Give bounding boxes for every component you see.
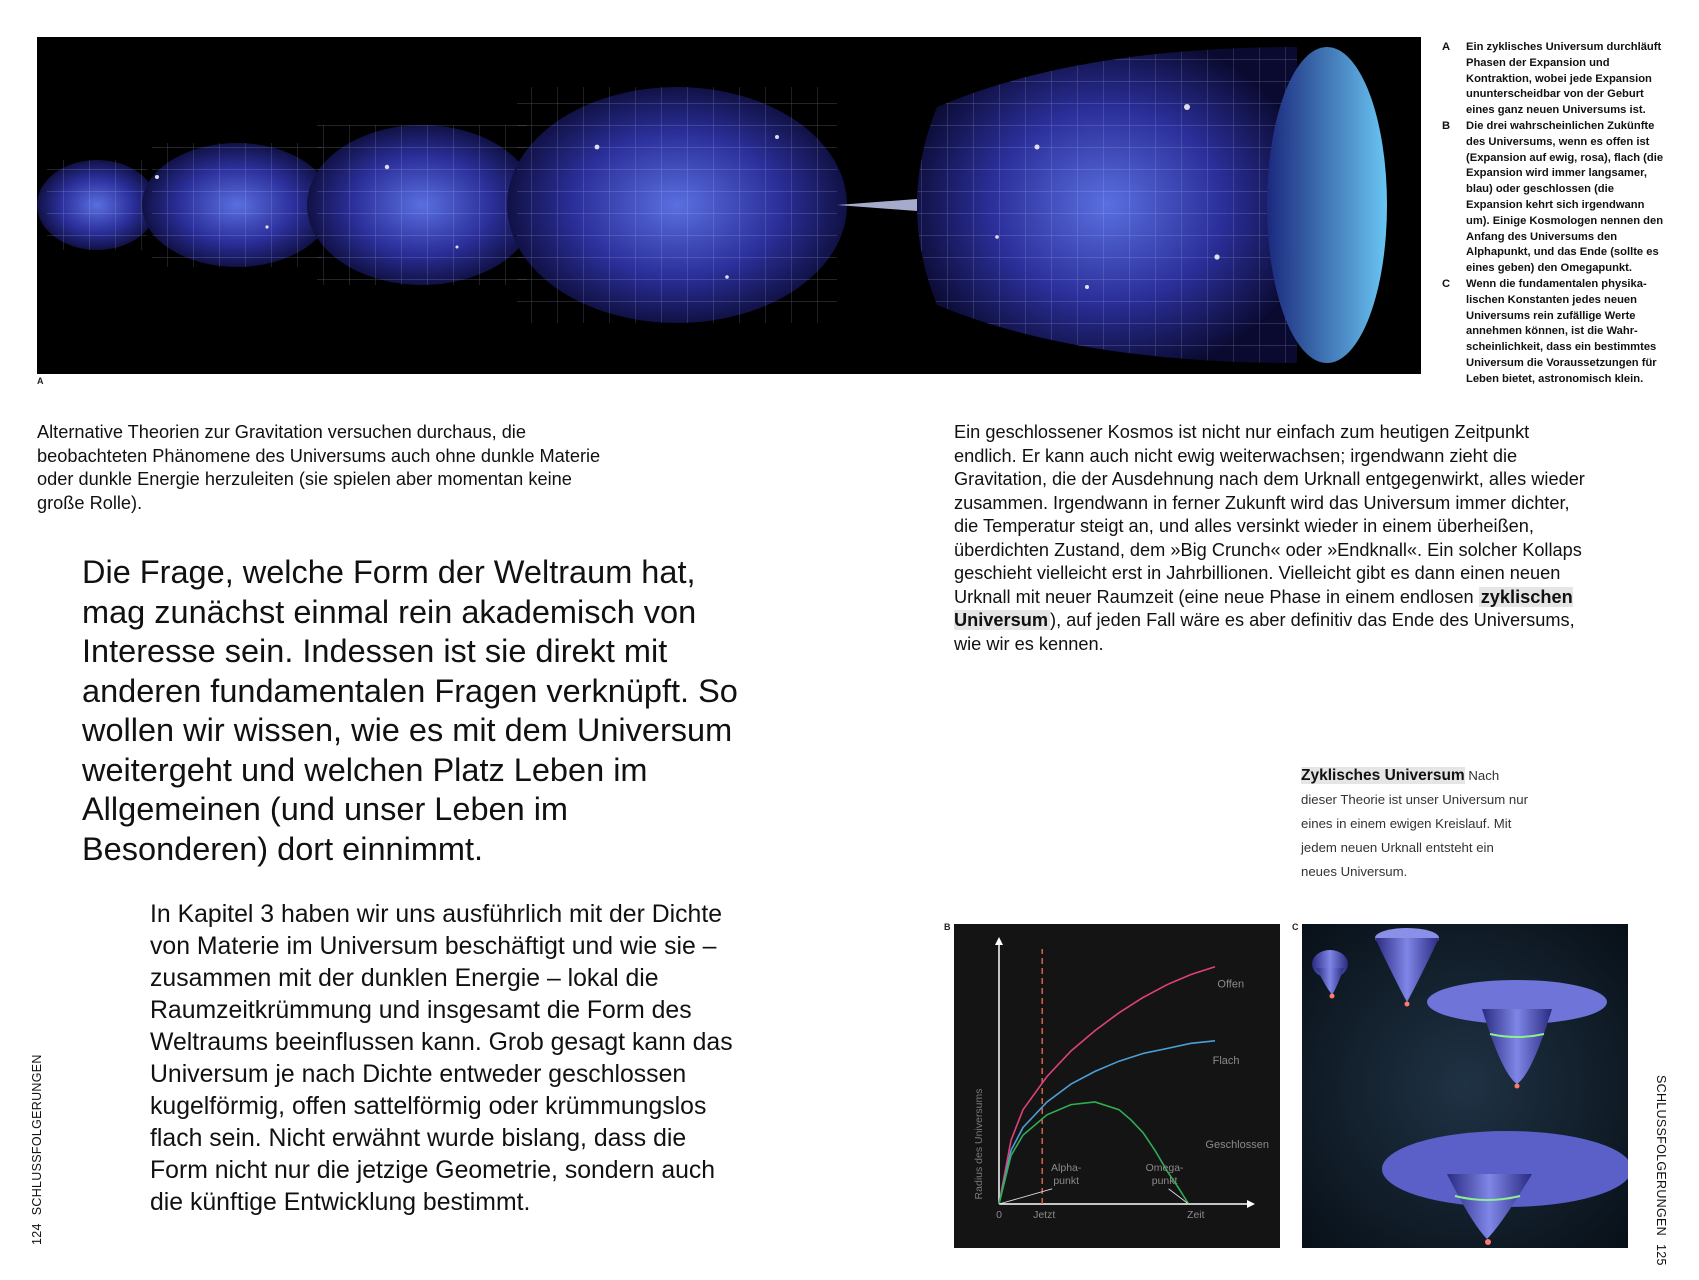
chapter-title-left: SCHLUSSFOLGERUNGEN bbox=[30, 1054, 44, 1216]
series-label-offen: Offen bbox=[1217, 978, 1245, 991]
x-tick-label: Jetzt bbox=[1033, 1209, 1056, 1221]
sidenote-term: Zyklisches Universum bbox=[1301, 767, 1465, 784]
figure-b-chart bbox=[954, 924, 1280, 1248]
glossary-sidenote bbox=[1301, 764, 1529, 884]
right-paragraph-after: ), auf jeden Fall wäre es aber definitiv das Ende des Universums, wie wir es kennen. bbox=[954, 610, 1575, 654]
caption-letter: C bbox=[1442, 277, 1451, 290]
expansion-chart bbox=[954, 924, 1280, 1248]
figure-c-multiverse bbox=[1302, 924, 1628, 1248]
caption-text: Wenn die fundamentalen physikalischen Konstanten jedes neuen Universums rein zufällige Werte annehmen können, ist die Wahrscheinlichkeit, dass ein bestimmtes Universum die Voraussetzungen für Leben bietet, astronomisch klein. bbox=[1466, 277, 1657, 385]
annotation-label: Omega- bbox=[1145, 1161, 1184, 1174]
x-axis-arrow bbox=[1247, 1200, 1255, 1208]
chapter-title-right: SCHLUSSFOLGERUNGEN bbox=[1654, 1075, 1668, 1236]
series-label-geschlossen: Geschlossen bbox=[1205, 1138, 1269, 1151]
figure-a-label: A bbox=[37, 376, 44, 386]
y-axis-label: Radius des Universums bbox=[973, 1088, 985, 1200]
figure-c-label: C bbox=[1292, 922, 1299, 932]
figure-captions bbox=[1442, 40, 1664, 388]
cyclic-universe-illustration bbox=[37, 37, 1421, 374]
caption-c bbox=[1442, 277, 1664, 388]
annotation-label: punkt bbox=[1053, 1174, 1080, 1187]
page-number-left: 124 bbox=[30, 1223, 44, 1245]
annotation-label: punkt bbox=[1151, 1174, 1178, 1187]
caption-text: Die drei wahrscheinlichen Zukünfte des Universums, wenn es offen ist (Expansion auf ewig, rosa), flach (die Expansion wird immer langsamer, blau) oder geschlossen (die Expansion kehrt sich irgendwann um). Einige Kosmologen nennen den Anfang des Universums den Alphapunkt, und das Ende (sollte es eines geben) den Omegapunkt. bbox=[1466, 119, 1664, 275]
intro-paragraph: Alternative Theorien zur Gravitation versuchen durchaus, die beobachteten Phänomene des Universums auch ohne dunkle Materie oder dunkle Energie herzuleiten (sie spielen aber momentan keine große Rolle). bbox=[37, 422, 601, 513]
caption-text: Ein zyklisches Universum durchläuft Phasen der Expansion und Kontraktion, wobei jede Expansion ununterscheidbar von der Geburt eines ganz neuen Universums ist. bbox=[1466, 41, 1662, 117]
annotation-pointer bbox=[999, 1189, 1052, 1204]
caption-b bbox=[1442, 119, 1664, 277]
pull-quote: Die Frage, welche Form der Weltraum hat, mag zunächst einmal rein akademisch von Interesse sein. Indessen ist sie direkt mit anderen fundamentalen Fragen verknüpft. So wollen wir wissen, wie es mit dem Universum weitergeht und welchen Platz Leben im Allgemeinen (und unser Leben im Besonderen) dort einnimmt. bbox=[82, 554, 738, 867]
figure-b-label: B bbox=[944, 922, 951, 932]
right-body-paragraph bbox=[954, 421, 1594, 656]
multiverse-illustration bbox=[1302, 924, 1628, 1248]
series-line-flach bbox=[999, 1041, 1215, 1204]
series-label-flach: Flach bbox=[1212, 1054, 1240, 1067]
x-tick-label: Zeit bbox=[1187, 1209, 1205, 1221]
right-paragraph-before: Ein geschlossener Kosmos ist nicht nur einfach zum heutigen Zeitpunkt endlich. Er kann auch nicht ewig weiterwachsen; irgendwann zieht die Gravitation, die der Ausdehnung nach dem Urknall entgegenwirkt, alles wieder zusammen. Irgendwann in ferner Zukunft wird das Universum immer dichter, die Temperatur steigt an, und alles versinkt wieder in einem überheißen, überdichten Zustand, dem »Big Crunch« oder »Endknall«. Ein solcher Kollaps geschieht vielleicht erst in Jahrbillionen. Vielleicht gibt es dann einen neuen Urknall mit neuer Raumzeit (eine neue Phase in einem endlosen bbox=[954, 422, 1585, 607]
x-tick-label: 0 bbox=[996, 1209, 1002, 1221]
annotation-label: Alpha- bbox=[1051, 1161, 1082, 1174]
y-axis-arrow bbox=[995, 937, 1003, 945]
sidenote-text: Nach dieser Theorie ist unser Universum nur eines in einem ewigen Kreislauf. Mit jedem neuen Urknall entsteht ein neues Universum. bbox=[1301, 768, 1528, 879]
series-line-geschlossen bbox=[999, 1102, 1189, 1204]
highlighted-term: zyklischen Universum bbox=[954, 586, 1573, 630]
running-head-right bbox=[1654, 1075, 1668, 1274]
annotation-pointer bbox=[1169, 1189, 1189, 1204]
figure-a-cyclic-universe bbox=[37, 37, 1421, 374]
running-head-left bbox=[30, 1046, 44, 1245]
caption-letter: B bbox=[1442, 119, 1451, 132]
page-number-right: 125 bbox=[1654, 1244, 1668, 1266]
caption-letter: A bbox=[1442, 41, 1451, 53]
body-paragraph-2: In Kapitel 3 haben wir uns ausführlich mit der Dichte von Materie im Universum beschäftigt und wie sie – zusammen mit der dunklen Energie – lokal die Raumzeitkrümmung und insgesamt die Form des Weltraums beeinflussen kann. Grob gesagt kann das Universum je nach Dichte entweder geschlossen kugelförmig, offen sattelförmig oder krümmungslos flach sein. Nicht erwähnt wurde bislang, dass die Form nicht nur die jetzige Geometrie, sondern auch die künftige Entwicklung bestimmt. bbox=[150, 901, 733, 1216]
caption-a bbox=[1442, 40, 1664, 119]
